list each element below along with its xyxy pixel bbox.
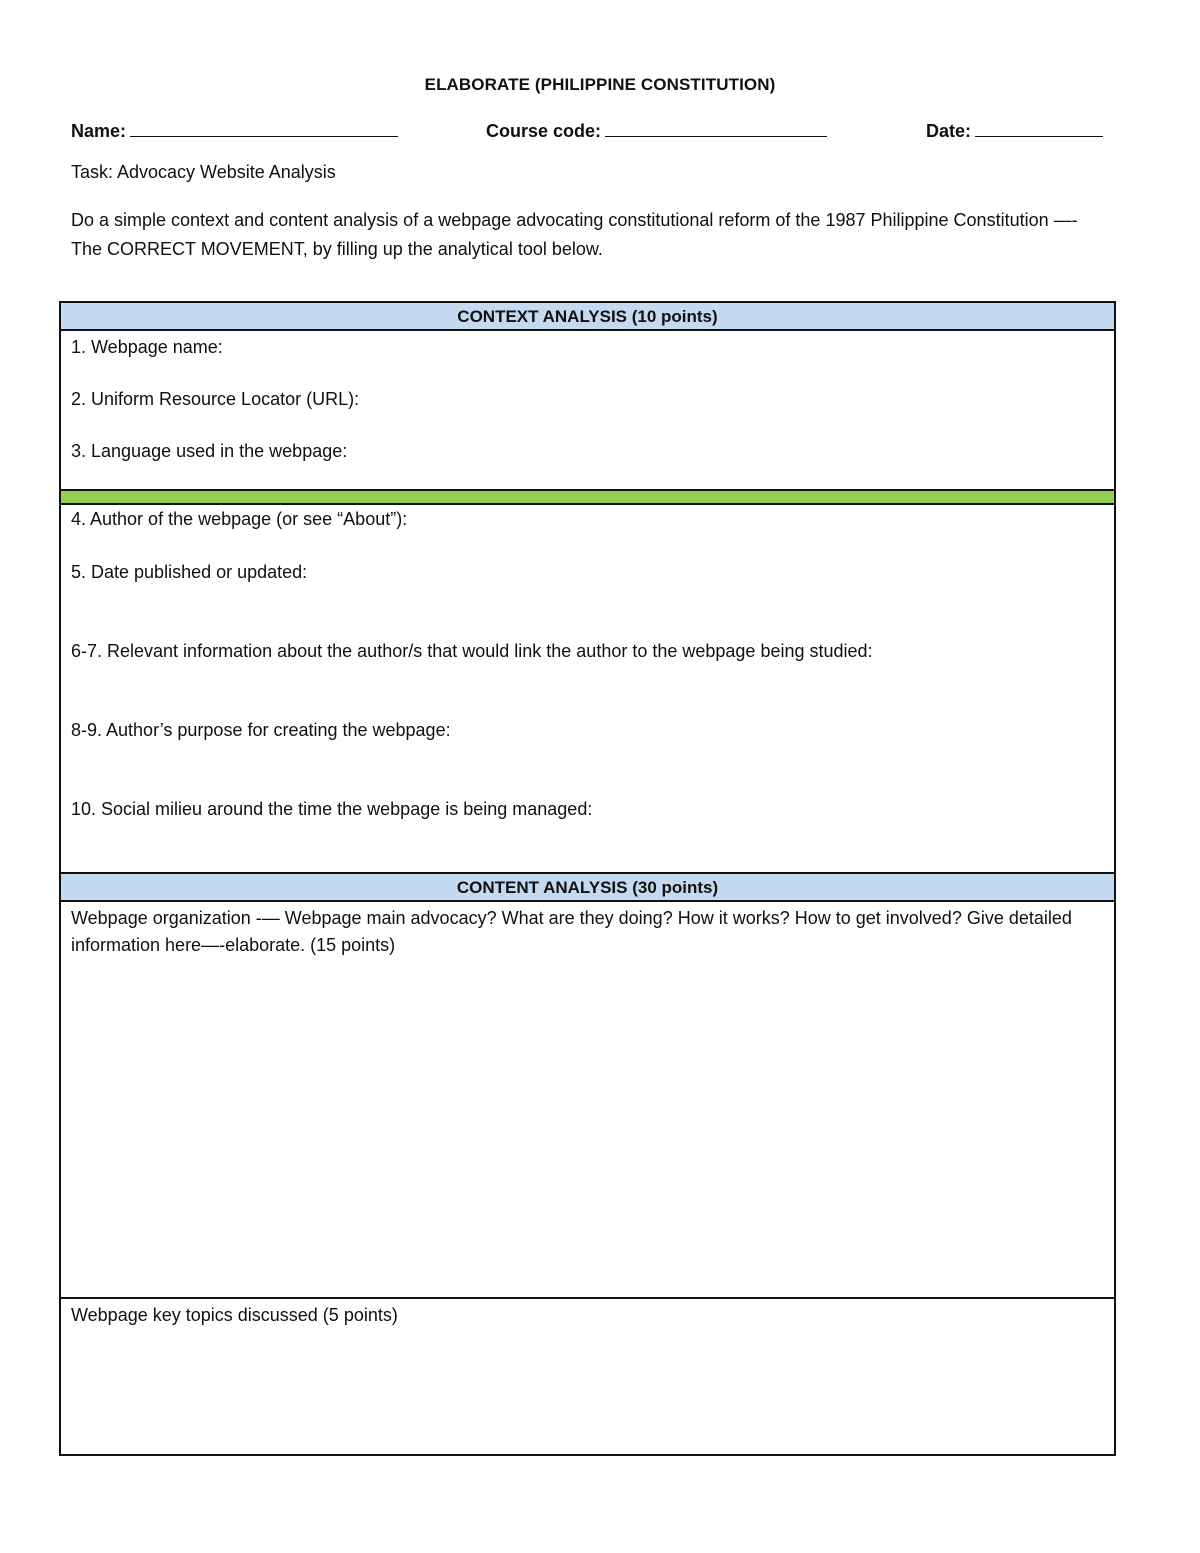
content-analysis-header: CONTENT ANALYSIS (30 points) [61, 872, 1114, 902]
question-language: 3. Language used in the webpage: [71, 441, 348, 461]
name-field[interactable] [71, 118, 398, 142]
date-field[interactable] [926, 118, 1103, 142]
question-url: 2. Uniform Resource Locator (URL): [71, 389, 360, 409]
question-author-info: 6-7. Relevant information about the author/s that would link the author to the webpage being studied: [71, 641, 873, 661]
analysis-form [59, 301, 1116, 1456]
key-topics-prompt: Webpage key topics discussed (5 points) [71, 1305, 398, 1325]
name-label: Name: [71, 121, 127, 141]
task-line: Task: Advocacy Website Analysis [71, 162, 336, 182]
context-analysis-header: CONTEXT ANALYSIS (10 points) [61, 303, 1114, 331]
course-code-blank-line[interactable] [605, 118, 827, 137]
instructions-text: Do a simple context and content analysis of a webpage advocating constitutional reform of the 1987 Philippine Constitution —- The CORRECT MOVEMENT, by filling up the analytical tool below. [71, 210, 1078, 259]
course-code-label: Course code: [486, 121, 602, 141]
question-author: 4. Author of the webpage (or see “About”): [71, 509, 408, 529]
row-divider [61, 1297, 1114, 1299]
document-title: ELABORATE (PHILIPPINE CONSTITUTION) [424, 75, 776, 94]
header-fields [71, 118, 1131, 144]
question-webpage-name: 1. Webpage name: [71, 337, 223, 357]
section-divider-green [61, 489, 1114, 505]
organization-prompt: Webpage organization -— Webpage main advocacy? What are they doing? How it works? How to get involved? Give detailed information here—-elaborate. (15 points) [71, 908, 1072, 955]
question-social-milieu: 10. Social milieu around the time the webpage is being managed: [71, 799, 593, 819]
question-author-purpose: 8-9. Author’s purpose for creating the webpage: [71, 720, 451, 740]
name-blank-line[interactable] [130, 118, 398, 137]
question-date-published: 5. Date published or updated: [71, 562, 308, 582]
date-blank-line[interactable] [975, 118, 1103, 137]
date-label: Date: [926, 121, 972, 141]
course-code-field[interactable] [486, 118, 827, 142]
